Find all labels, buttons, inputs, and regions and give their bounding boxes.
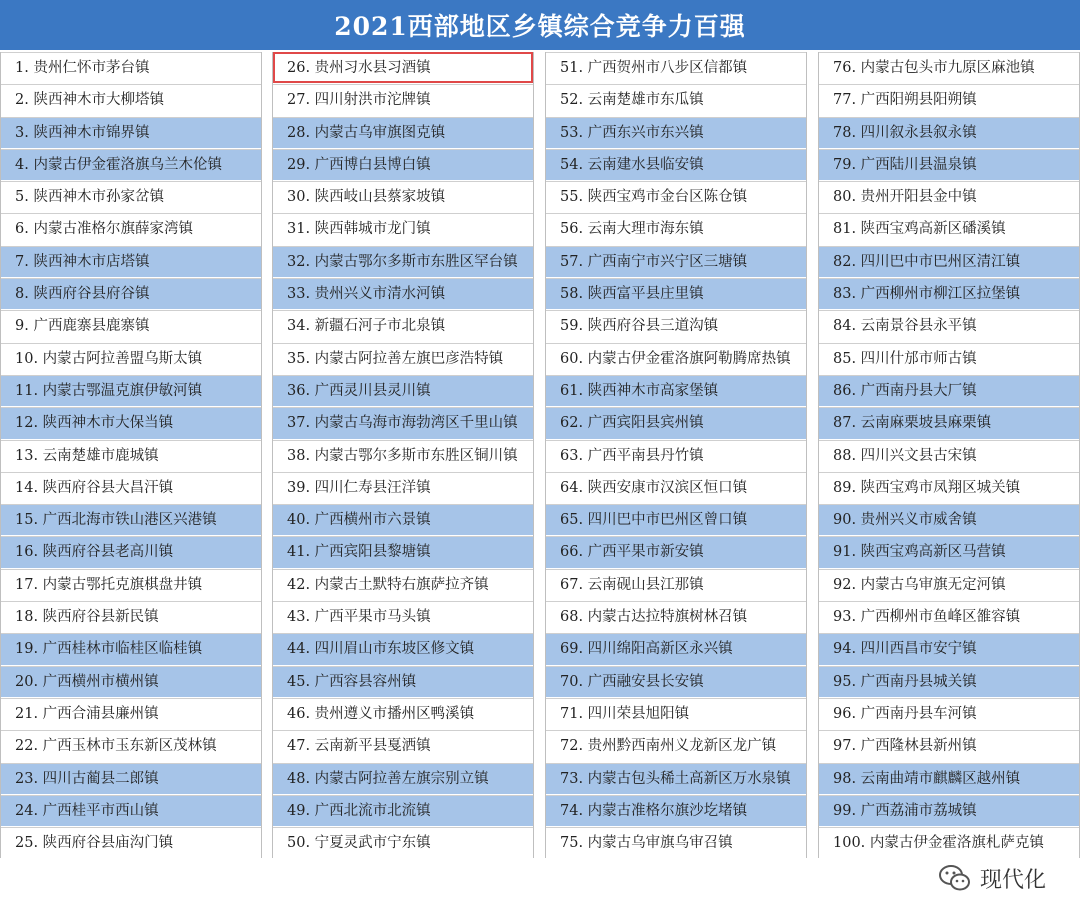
ranking-cell: 86. 广西南丹县大厂镇 <box>819 375 1079 406</box>
ranking-cell: 61. 陕西神木市高家堡镇 <box>546 375 806 406</box>
ranking-cell: 76. 内蒙古包头市九原区麻池镇 <box>819 52 1079 83</box>
ranking-cell: 48. 内蒙古阿拉善左旗宗别立镇 <box>273 763 533 794</box>
ranking-cell: 74. 内蒙古准格尔旗沙圪堵镇 <box>546 795 806 826</box>
ranking-cell: 60. 内蒙古伊金霍洛旗阿勒腾席热镇 <box>546 343 806 374</box>
ranking-cell: 83. 广西柳州市柳江区拉堡镇 <box>819 278 1079 309</box>
ranking-cell: 38. 内蒙古鄂尔多斯市东胜区铜川镇 <box>273 440 533 471</box>
ranking-cell: 72. 贵州黔西南州义龙新区龙广镇 <box>546 730 806 761</box>
ranking-cell: 69. 四川绵阳高新区永兴镇 <box>546 633 806 664</box>
ranking-cell: 89. 陕西宝鸡市凤翔区城关镇 <box>819 472 1079 503</box>
ranking-cell: 32. 内蒙古鄂尔多斯市东胜区罕台镇 <box>273 246 533 277</box>
ranking-cell: 85. 四川什邡市师古镇 <box>819 343 1079 374</box>
ranking-cell: 70. 广西融安县长安镇 <box>546 666 806 697</box>
watermark <box>938 858 1046 898</box>
ranking-cell: 62. 广西宾阳县宾州镇 <box>546 407 806 438</box>
ranking-cell: 6. 内蒙古准格尔旗薛家湾镇 <box>1 213 261 244</box>
ranking-column-4 <box>818 52 1080 858</box>
ranking-column-1 <box>0 52 262 858</box>
ranking-cell: 53. 广西东兴市东兴镇 <box>546 117 806 148</box>
ranking-cell: 67. 云南砚山县江那镇 <box>546 569 806 600</box>
ranking-cell: 28. 内蒙古乌审旗图克镇 <box>273 117 533 148</box>
ranking-cell: 1. 贵州仁怀市茅台镇 <box>1 52 261 83</box>
ranking-cell: 55. 陕西宝鸡市金台区陈仓镇 <box>546 181 806 212</box>
ranking-cell: 99. 广西荔浦市荔城镇 <box>819 795 1079 826</box>
ranking-cell: 54. 云南建水县临安镇 <box>546 149 806 180</box>
ranking-cell: 56. 云南大理市海东镇 <box>546 213 806 244</box>
ranking-cell: 96. 广西南丹县车河镇 <box>819 698 1079 729</box>
ranking-column-2 <box>272 52 534 858</box>
ranking-cell: 21. 广西合浦县廉州镇 <box>1 698 261 729</box>
ranking-table <box>0 52 1080 858</box>
ranking-cell: 43. 广西平果市马头镇 <box>273 601 533 632</box>
ranking-cell: 9. 广西鹿寨县鹿寨镇 <box>1 310 261 341</box>
ranking-cell: 11. 内蒙古鄂温克旗伊敏河镇 <box>1 375 261 406</box>
ranking-cell: 15. 广西北海市铁山港区兴港镇 <box>1 504 261 535</box>
ranking-cell: 35. 内蒙古阿拉善左旗巴彦浩特镇 <box>273 343 533 374</box>
ranking-cell: 51. 广西贺州市八步区信都镇 <box>546 52 806 83</box>
ranking-cell: 98. 云南曲靖市麒麟区越州镇 <box>819 763 1079 794</box>
ranking-cell: 33. 贵州兴义市清水河镇 <box>273 278 533 309</box>
ranking-cell: 18. 陕西府谷县新民镇 <box>1 601 261 632</box>
ranking-cell: 44. 四川眉山市东坡区修文镇 <box>273 633 533 664</box>
ranking-cell: 71. 四川荣县旭阳镇 <box>546 698 806 729</box>
ranking-cell: 7. 陕西神木市店塔镇 <box>1 246 261 277</box>
ranking-cell: 30. 陕西岐山县蔡家坡镇 <box>273 181 533 212</box>
ranking-cell: 20. 广西横州市横州镇 <box>1 666 261 697</box>
ranking-cell: 40. 广西横州市六景镇 <box>273 504 533 535</box>
ranking-cell: 45. 广西容县容州镇 <box>273 666 533 697</box>
ranking-cell: 75. 内蒙古乌审旗乌审召镇 <box>546 827 806 858</box>
ranking-cell: 59. 陕西府谷县三道沟镇 <box>546 310 806 341</box>
ranking-cell: 81. 陕西宝鸡高新区磻溪镇 <box>819 213 1079 244</box>
ranking-cell: 29. 广西博白县博白镇 <box>273 149 533 180</box>
ranking-cell: 36. 广西灵川县灵川镇 <box>273 375 533 406</box>
ranking-cell: 100. 内蒙古伊金霍洛旗札萨克镇 <box>819 827 1079 858</box>
ranking-cell: 3. 陕西神木市锦界镇 <box>1 117 261 148</box>
ranking-cell: 93. 广西柳州市鱼峰区雒容镇 <box>819 601 1079 632</box>
watermark-text: 现代化 <box>979 867 1046 893</box>
ranking-cell: 58. 陕西富平县庄里镇 <box>546 278 806 309</box>
ranking-cell: 12. 陕西神木市大保当镇 <box>1 407 261 438</box>
ranking-cell: 88. 四川兴文县古宋镇 <box>819 440 1079 471</box>
ranking-cell: 50. 宁夏灵武市宁东镇 <box>273 827 533 858</box>
ranking-cell: 46. 贵州遵义市播州区鸭溪镇 <box>273 698 533 729</box>
ranking-cell: 34. 新疆石河子市北泉镇 <box>273 310 533 341</box>
ranking-cell: 64. 陕西安康市汉滨区恒口镇 <box>546 472 806 503</box>
ranking-cell: 25. 陕西府谷县庙沟门镇 <box>1 827 261 858</box>
ranking-cell: 19. 广西桂林市临桂区临桂镇 <box>1 633 261 664</box>
ranking-cell: 94. 四川西昌市安宁镇 <box>819 633 1079 664</box>
ranking-column-3 <box>545 52 807 858</box>
ranking-cell: 52. 云南楚雄市东瓜镇 <box>546 84 806 115</box>
page-title: 2021西部地区乡镇综合竞争力百强 <box>334 12 746 41</box>
ranking-cell: 87. 云南麻栗坡县麻栗镇 <box>819 407 1079 438</box>
ranking-cell: 84. 云南景谷县永平镇 <box>819 310 1079 341</box>
wechat-icon <box>938 863 972 893</box>
ranking-cell: 79. 广西陆川县温泉镇 <box>819 149 1079 180</box>
ranking-cell: 82. 四川巴中市巴州区清江镇 <box>819 246 1079 277</box>
ranking-cell: 4. 内蒙古伊金霍洛旗乌兰木伦镇 <box>1 149 261 180</box>
ranking-cell: 31. 陕西韩城市龙门镇 <box>273 213 533 244</box>
ranking-cell: 41. 广西宾阳县黎塘镇 <box>273 536 533 567</box>
ranking-cell: 80. 贵州开阳县金中镇 <box>819 181 1079 212</box>
title-bar <box>0 0 1080 50</box>
ranking-cell: 22. 广西玉林市玉东新区茂林镇 <box>1 730 261 761</box>
ranking-cell: 63. 广西平南县丹竹镇 <box>546 440 806 471</box>
ranking-cell: 17. 内蒙古鄂托克旗棋盘井镇 <box>1 569 261 600</box>
ranking-cell: 97. 广西隆林县新州镇 <box>819 730 1079 761</box>
ranking-cell: 16. 陕西府谷县老高川镇 <box>1 536 261 567</box>
ranking-cell: 65. 四川巴中市巴州区曾口镇 <box>546 504 806 535</box>
ranking-cell: 77. 广西阳朔县阳朔镇 <box>819 84 1079 115</box>
ranking-cell: 92. 内蒙古乌审旗无定河镇 <box>819 569 1079 600</box>
ranking-cell: 95. 广西南丹县城关镇 <box>819 666 1079 697</box>
ranking-cell: 14. 陕西府谷县大昌汗镇 <box>1 472 261 503</box>
ranking-cell: 57. 广西南宁市兴宁区三塘镇 <box>546 246 806 277</box>
ranking-cell: 37. 内蒙古乌海市海勃湾区千里山镇 <box>273 407 533 438</box>
ranking-cell: 13. 云南楚雄市鹿城镇 <box>1 440 261 471</box>
ranking-cell: 23. 四川古蔺县二郎镇 <box>1 763 261 794</box>
ranking-cell: 66. 广西平果市新安镇 <box>546 536 806 567</box>
ranking-cell: 5. 陕西神木市孙家岔镇 <box>1 181 261 212</box>
ranking-cell: 39. 四川仁寿县汪洋镇 <box>273 472 533 503</box>
ranking-cell: 10. 内蒙古阿拉善盟乌斯太镇 <box>1 343 261 374</box>
ranking-cell: 8. 陕西府谷县府谷镇 <box>1 278 261 309</box>
ranking-cell: 26. 贵州习水县习酒镇 <box>273 52 533 83</box>
ranking-cell: 2. 陕西神木市大柳塔镇 <box>1 84 261 115</box>
ranking-cell: 68. 内蒙古达拉特旗树林召镇 <box>546 601 806 632</box>
ranking-cell: 42. 内蒙古土默特右旗萨拉齐镇 <box>273 569 533 600</box>
ranking-cell: 27. 四川射洪市沱牌镇 <box>273 84 533 115</box>
ranking-cell: 73. 内蒙古包头稀土高新区万水泉镇 <box>546 763 806 794</box>
ranking-cell: 78. 四川叙永县叙永镇 <box>819 117 1079 148</box>
ranking-cell: 49. 广西北流市北流镇 <box>273 795 533 826</box>
ranking-cell: 47. 云南新平县戛洒镇 <box>273 730 533 761</box>
ranking-cell: 24. 广西桂平市西山镇 <box>1 795 261 826</box>
ranking-cell: 91. 陕西宝鸡高新区马营镇 <box>819 536 1079 567</box>
ranking-cell: 90. 贵州兴义市威舍镇 <box>819 504 1079 535</box>
